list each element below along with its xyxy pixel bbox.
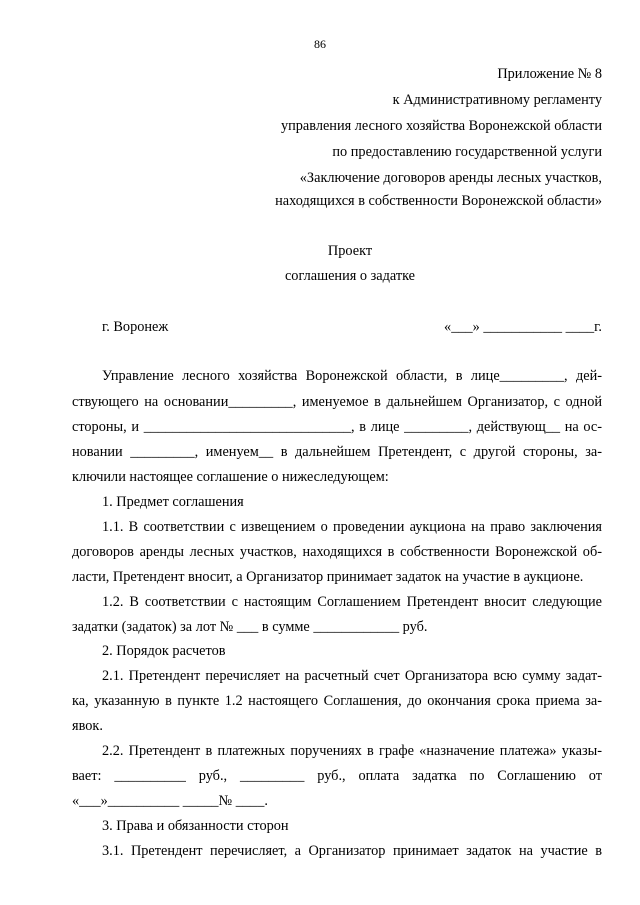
appendix-header-line-3: управления лесного хозяйства Воронежской области	[280, 118, 602, 134]
body-line-1: Управление лесного хозяйства Воронежской области, в лице_________, дей-	[102, 368, 602, 384]
body-line-10: задатки (задаток) за лот № ___ в сумме ____________ руб.	[72, 619, 428, 635]
date-line: «___» ___________ ____г.	[444, 319, 602, 335]
body-line-5: ключили настоящее соглашение о нижеследующем:	[72, 469, 389, 485]
appendix-header-line-1: Приложение № 8	[497, 66, 602, 82]
body-line-16: «___»__________ _____№ ____.	[72, 793, 268, 809]
body-line-12: ка, указанную в пункте 1.2 настоящего Соглашения, до окончания срока приема за-	[72, 693, 602, 709]
document-title-line-2: соглашения о задатке	[284, 268, 416, 284]
appendix-header-line-4: по предоставлению государственной услуги	[332, 144, 602, 160]
place-of-signing: г. Воронеж	[102, 319, 169, 335]
section-heading-1: 1. Предмет соглашения	[102, 494, 244, 510]
body-line-11: 2.1. Претендент перечисляет на расчетный счет Организатора всю сумму задат-	[102, 668, 602, 684]
body-line-14: 2.2. Претендент в платежных поручениях в графе «назначение платежа» указы-	[102, 743, 602, 759]
document-title-line-1: Проект	[327, 243, 373, 259]
body-line-2: ствующего на основании_________, именуемое в дальнейшем Организатор, с одной	[72, 394, 602, 410]
body-line-15: вает: __________ руб., _________ руб., оплата задатка по Соглашению от	[72, 768, 602, 784]
page-number: 86	[314, 37, 326, 51]
appendix-header-line-2: к Административному регламенту	[392, 92, 602, 108]
body-line-9: 1.2. В соответствии с настоящим Соглашением Претендент вносит следующие	[102, 594, 602, 610]
appendix-header-line-6: находящихся в собственности Воронежской области»	[275, 193, 602, 209]
body-line-13: явок.	[72, 718, 103, 734]
body-line-8: ласти, Претендент вносит, а Организатор принимает задаток на участие в аукционе.	[72, 569, 584, 585]
body-line-3: стороны, и _____________________________, в лице _________, действующ__ на ос-	[72, 419, 602, 435]
body-line-4: новании _________, именуем__ в дальнейшем Претендент, с другой стороны, за-	[72, 444, 602, 460]
section-heading-2: 2. Порядок расчетов	[102, 643, 226, 659]
appendix-header-line-5: «Заключение договоров аренды лесных участков,	[299, 170, 602, 186]
body-line-7: договоров аренды лесных участков, находящихся в собственности Воронежской об-	[72, 544, 602, 560]
section-heading-3: 3. Права и обязанности сторон	[102, 818, 289, 834]
body-line-6: 1.1. В соответствии с извещением о проведении аукциона на право заключения	[102, 519, 602, 535]
body-line-17: 3.1. Претендент перечисляет, а Организатор принимает задаток на участие в	[102, 843, 602, 859]
